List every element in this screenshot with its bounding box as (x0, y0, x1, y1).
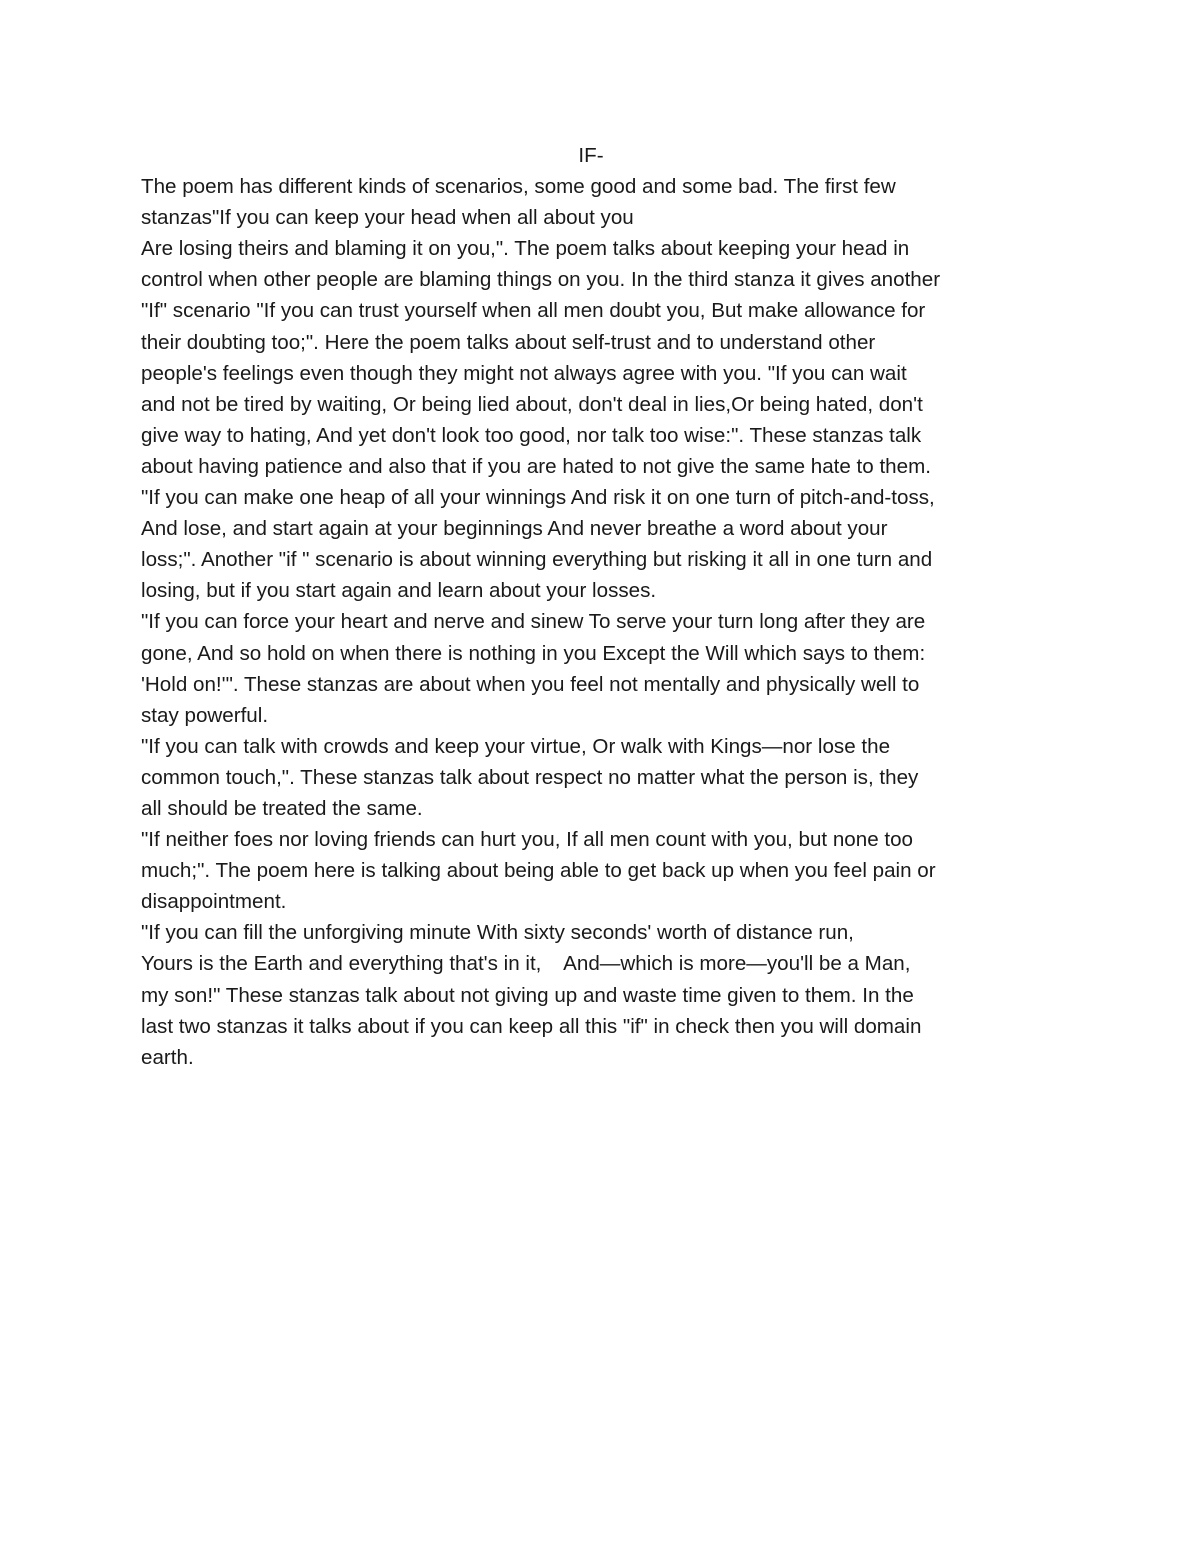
text-line: loss;". Another "if " scenario is about winning everything but risking it all in one turn and (141, 548, 933, 572)
document-text (141, 171, 1071, 1073)
text-line: and not be tired by waiting, Or being lied about, don't deal in lies,Or being hated, don't (141, 392, 923, 416)
text-line: Are losing theirs and blaming it on you,". The poem talks about keeping your head in (141, 237, 910, 261)
text-line: last two stanzas it talks about if you can keep all this "if" in check then you will domain (141, 1014, 922, 1038)
text-line: Yours is the Earth and everything that's in it, And—which is more—you'll be a Man, (141, 952, 911, 976)
text-line: my son!" These stanzas talk about not giving up and waste time given to them. In the (141, 983, 914, 1007)
text-line: control when other people are blaming things on you. In the third stanza it gives another (141, 268, 941, 292)
text-line: "If you can force your heart and nerve and sinew To serve your turn long after they are (141, 610, 926, 634)
text-line: their doubting too;". Here the poem talks about self-trust and to understand other (141, 330, 876, 354)
text-line: "If you can fill the unforgiving minute With sixty seconds' worth of distance run, (141, 921, 854, 945)
text-line: disappointment. (141, 890, 287, 914)
text-line: about having patience and also that if you are hated to not give the same hate to them. (141, 454, 931, 478)
text-line: stay powerful. (141, 703, 269, 727)
text-line: 'Hold on!'". These stanzas are about when you feel not mentally and physically well to (141, 672, 920, 696)
text-line: losing, but if you start again and learn about your losses. (141, 579, 657, 603)
text-line: "If you can make one heap of all your winnings And risk it on one turn of pitch-and-toss, (141, 486, 935, 510)
text-line: earth. (141, 1045, 194, 1069)
text-line: gone, And so hold on when there is nothing in you Except the Will which says to them: (141, 641, 926, 665)
text-line: stanzas"If you can keep your head when all about you (141, 206, 634, 230)
text-line: "If" scenario "If you can trust yourself when all men doubt you, But make allowance for (141, 299, 926, 323)
text-line: The poem has different kinds of scenarios, some good and some bad. The first few (141, 175, 896, 199)
text-line: And lose, and start again at your beginnings And never breathe a word about your (141, 517, 888, 541)
text-line: all should be treated the same. (141, 796, 423, 820)
text-line: common touch,". These stanzas talk about respect no matter what the person is, they (141, 765, 919, 789)
text-line: give way to hating, And yet don't look too good, nor talk too wise:". These stanzas talk (141, 423, 922, 447)
document-title: IF- (578, 144, 604, 167)
text-line: people's feelings even though they might not always agree with you. "If you can wait (141, 361, 907, 385)
text-line: "If neither foes nor loving friends can hurt you, If all men count with you, but none too (141, 828, 914, 852)
text-line: much;". The poem here is talking about being able to get back up when you feel pain or (141, 859, 936, 883)
text-line: "If you can talk with crowds and keep your virtue, Or walk with Kings—nor lose the (141, 734, 891, 758)
document-body (141, 140, 1071, 1073)
